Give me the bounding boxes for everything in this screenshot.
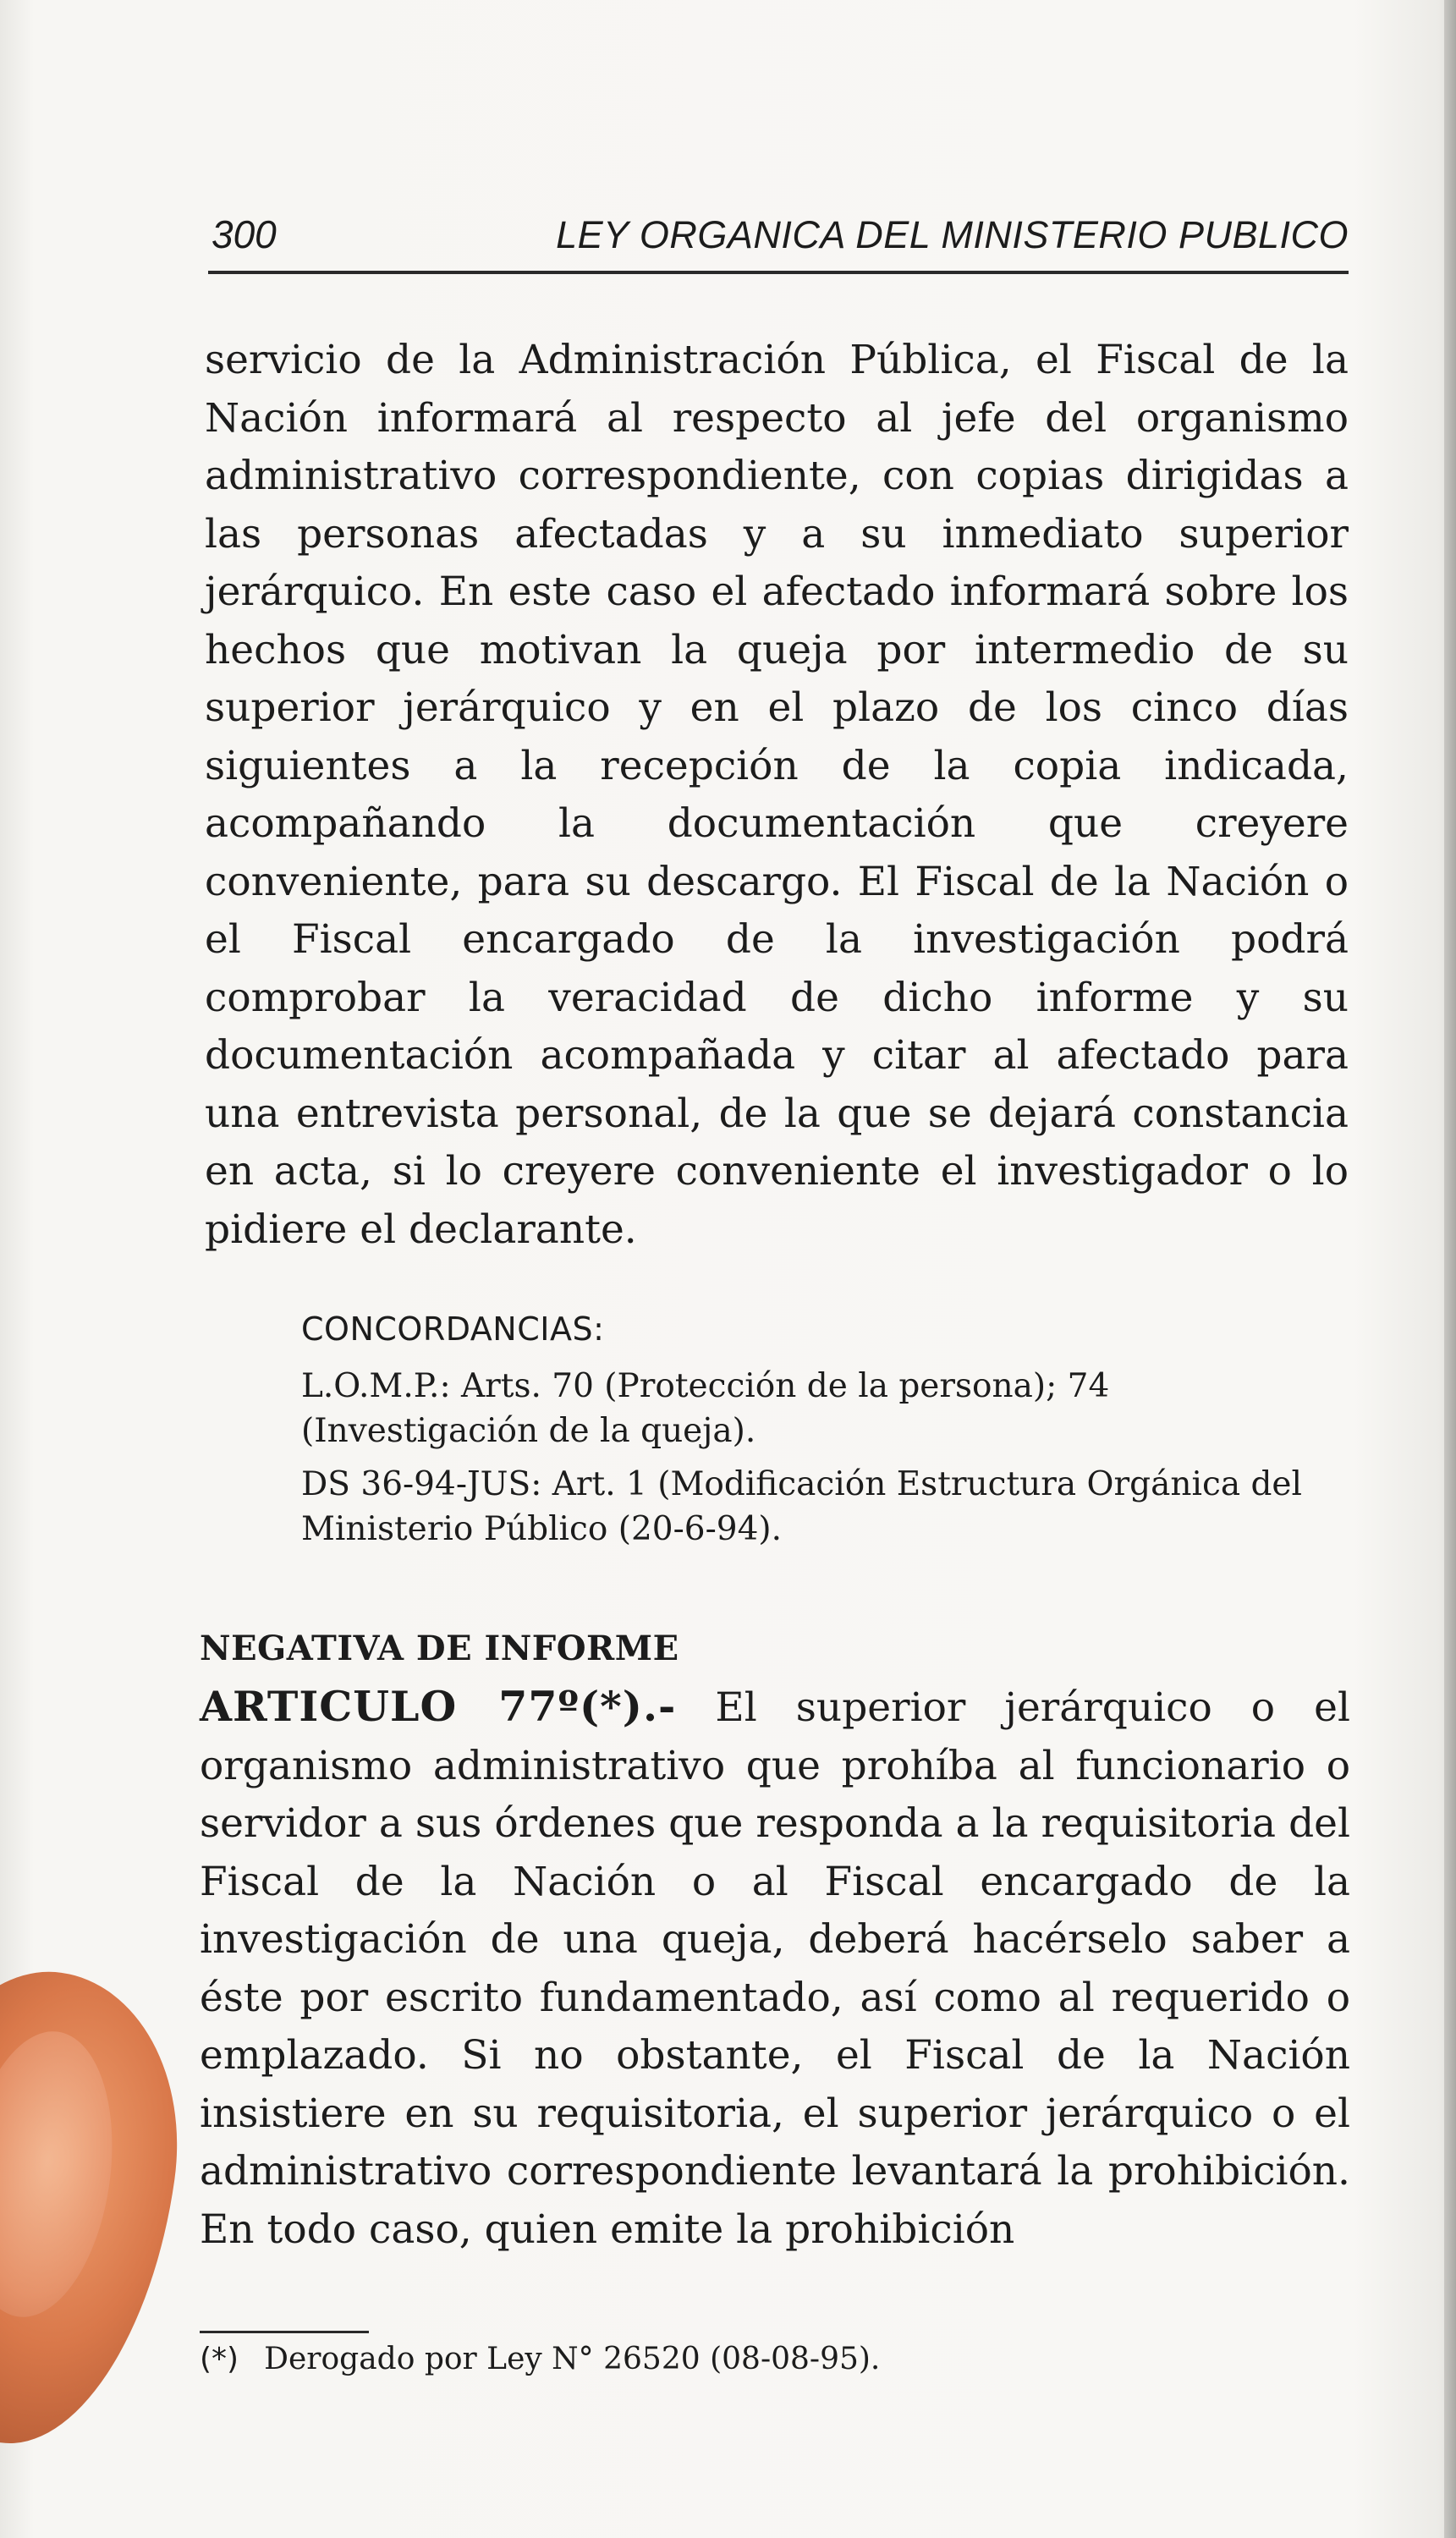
article-text: El superior jerárquico o el organismo administrativo que prohíba al funcionario o servidor a sus órdenes que responda a la requisitoria del Fiscal de la Nación o al Fiscal encargado de la investigación de una queja, deberá hacérselo saber a éste por escrito fundamentado, así como al requerido o emplazado. Si no obstante, el Fiscal de la Nación insistiere en su requisitoria, el superior jerárquico o el administrativo correspondiente levantará la prohibición. En todo caso, quien emite la prohibición [200,1684,1350,2253]
concordancia-item: DS 36-94-JUS: Art. 1 (Modificación Estructura Orgánica del Ministerio Público (20-6-94). [301,1465,1302,1548]
footnote-mark: (*) [200,2342,239,2376]
section-heading: NEGATIVA DE INFORME [200,1629,679,1668]
article-77 [200,1678,1350,2259]
footnote-divider [200,2331,369,2333]
body-paragraph: servicio de la Administración Pública, el Fiscal de la Nación informará al respecto al jefe del organismo administrativo correspondiente, con copias dirigidas a las personas afectadas y a su inmediato superior jerárquico. En este caso el afectado informará sobre los hechos que motivan la queja por intermedio de su superior jerárquico y en el plazo de los cinco días siguientes a la recepción de la copia indicada, acompañando la documentación que creyere conveniente, para su descargo. El Fiscal de la Nación o el Fiscal encargado de la investigación podrá comprobar la veracidad de dicho informe y su documentación acompañada y citar al afectado para una entrevista personal, de la que se dejará constancia en acta, si lo creyere conveniente el investigador o lo pidiere el declarante. [205,337,1349,1253]
page-number: 300 [212,212,277,256]
concordancia-item: L.O.M.P.: Arts. 70 (Protección de la persona); 74 (Investigación de la queja). [301,1367,1110,1450]
concordancias-block [301,1307,1350,1560]
page-header [208,203,1349,274]
article-label: ARTICULO 77º(*).- [200,1682,677,1731]
concordancias-heading: CONCORDANCIAS: [301,1310,605,1348]
running-title: LEY ORGANICA DEL MINISTERIO PUBLICO [556,213,1349,256]
page-edge [1444,0,1456,2538]
footnote [200,2342,880,2376]
footnote-text: Derogado por Ley N° 26520 (08-08-95). [264,2342,881,2376]
